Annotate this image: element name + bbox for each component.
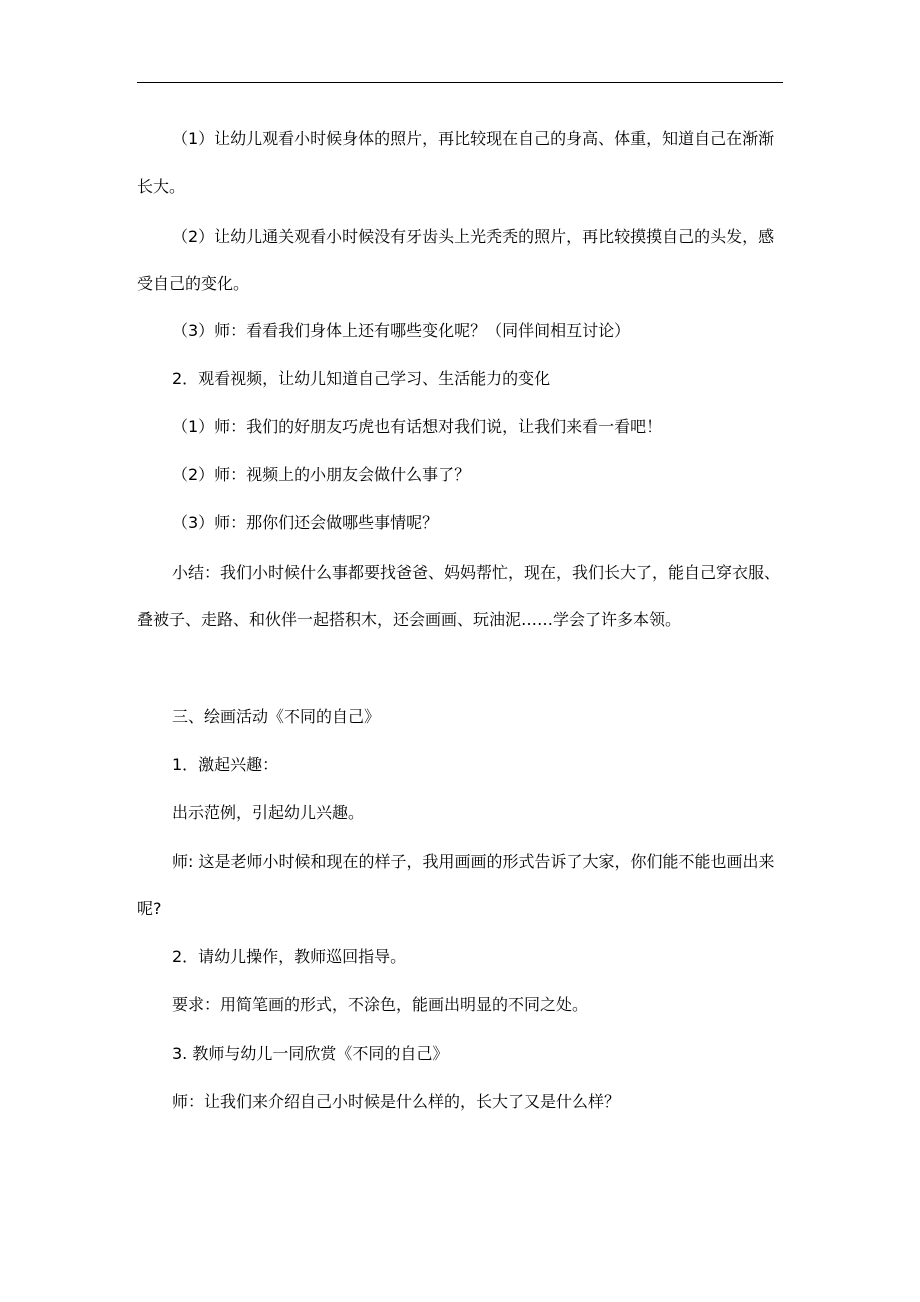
section-heading-3: 三、绘画活动《不同的自己》 bbox=[172, 707, 381, 726]
paragraph-4: （1）师：我们的好朋友巧虎也有话想对我们说，让我们来看一看吧！ bbox=[172, 417, 663, 436]
step-3-heading: 3. 教师与幼儿一同欣赏《不同的自己》 bbox=[172, 1044, 449, 1063]
paragraph-5: （2）师：视频上的小朋友会做什么事了？ bbox=[172, 465, 471, 484]
summary-line-2: 叠被子、走路、和伙伴一起搭积木，还会画画、玩油泥……学会了许多本领。 bbox=[137, 610, 682, 629]
paragraph-2-line-1: （2）让幼儿通关观看小时候没有牙齿头上光秃秃的照片，再比较摸摸自己的头发，感 bbox=[172, 227, 775, 246]
paragraph-8-line-1: 师: 这是老师小时候和现在的样子，我用画画的形式告诉了大家，你们能不能也画出来 bbox=[172, 852, 775, 871]
summary-line-1: 小结：我们小时候什么事都要找爸爸、妈妈帮忙，现在，我们长大了，能自己穿衣服、 bbox=[172, 563, 781, 582]
paragraph-3: （3）师：看看我们身体上还有哪些变化呢？（同伴间相互讨论） bbox=[172, 321, 631, 340]
paragraph-10: 师：让我们来介绍自己小时候是什么样的，长大了又是什么样？ bbox=[172, 1092, 621, 1111]
paragraph-8-line-2: 呢? bbox=[137, 899, 162, 918]
section-heading-2: 2．观看视频，让幼儿知道自己学习、生活能力的变化 bbox=[172, 369, 551, 388]
header-rule bbox=[137, 82, 783, 83]
paragraph-7: 出示范例，引起幼儿兴趣。 bbox=[172, 803, 365, 822]
paragraph-9: 要求：用简笔画的形式，不涂色，能画出明显的不同之处。 bbox=[172, 995, 589, 1014]
paragraph-6: （3）师：那你们还会做哪些事情呢？ bbox=[172, 513, 439, 532]
paragraph-1-line-1: （1）让幼儿观看小时候身体的照片，再比较现在自己的身高、体重，知道自己在渐渐 bbox=[172, 129, 775, 148]
step-2-heading: 2．请幼儿操作，教师巡回指导。 bbox=[172, 947, 407, 966]
step-1-heading: 1．激起兴趣： bbox=[172, 755, 279, 774]
paragraph-1-line-2: 长大。 bbox=[137, 177, 186, 196]
paragraph-2-line-2: 受自己的变化。 bbox=[137, 274, 250, 293]
